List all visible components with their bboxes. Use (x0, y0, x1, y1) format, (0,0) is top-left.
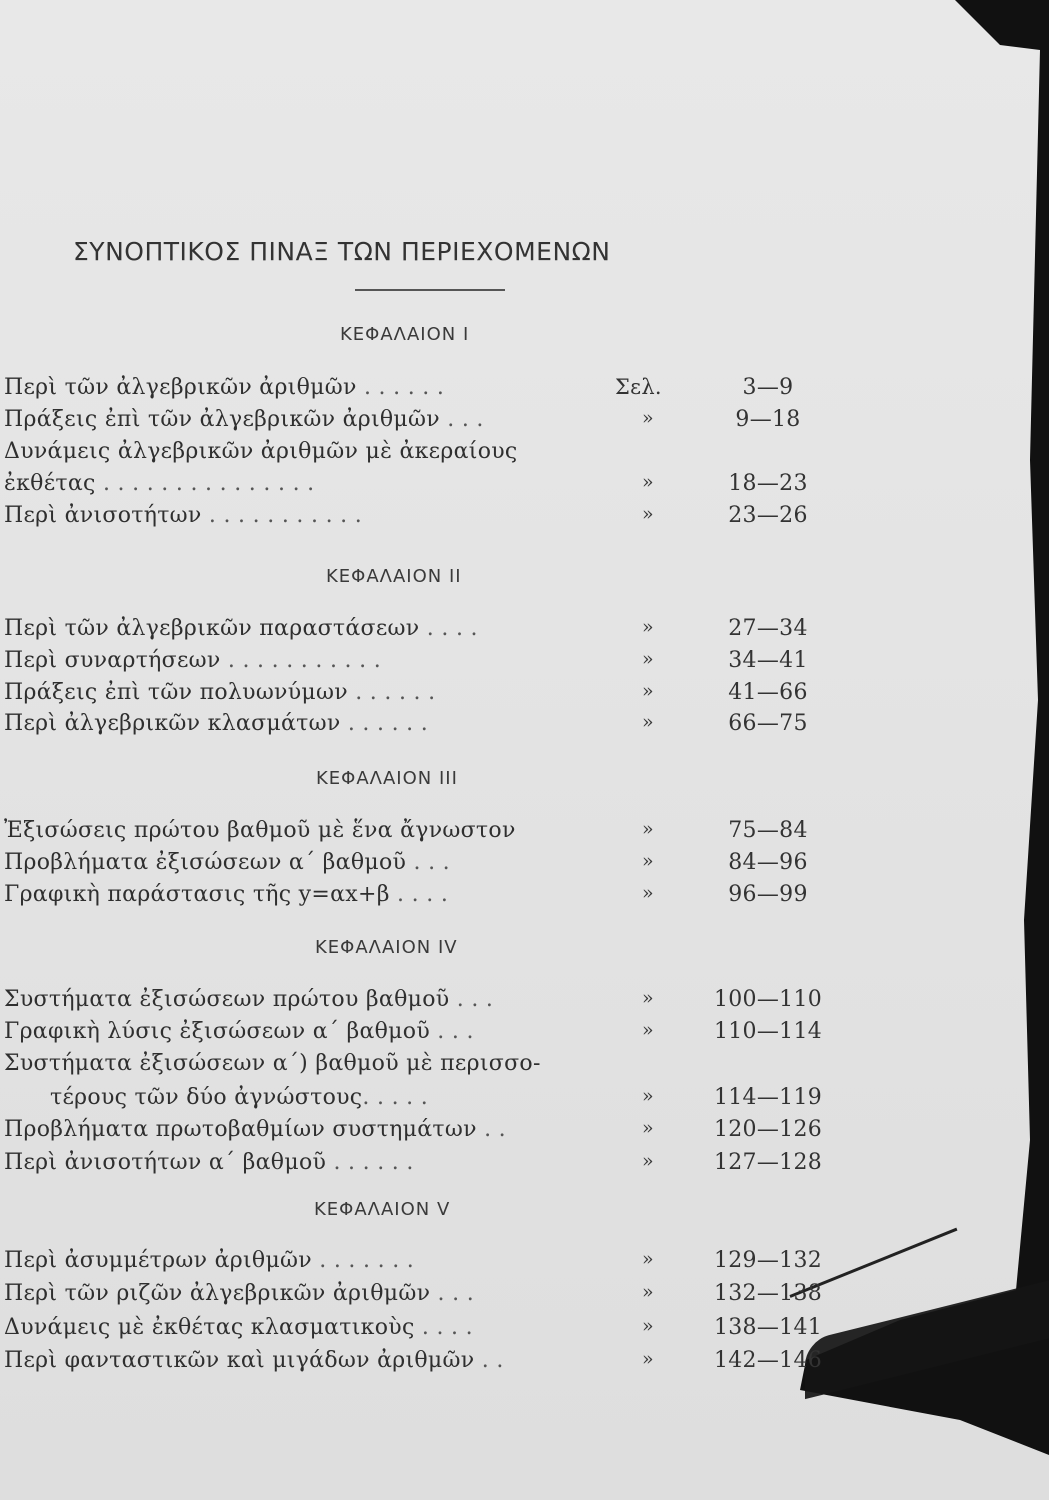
toc-entry-5-1 (0, 1248, 1000, 1282)
entry-text: Περὶ ἀνισοτήτων α΄ βαθμοῦ . . . . . . (4, 1150, 414, 1175)
ditto-mark: » (642, 503, 654, 525)
toc-entry-4-1 (0, 987, 1000, 1021)
page-range: 129—132 (713, 1248, 823, 1273)
entry-text: Περὶ τῶν ἀλγεβρικῶν ἀριθμῶν . . . . . . (4, 375, 445, 400)
toc-entry-2-3 (0, 680, 1000, 714)
entry-text: Προβλήματα ἐξισώσεων α΄ βαθμοῦ . . . (4, 850, 450, 875)
toc-entry-3-1 (0, 818, 1000, 852)
page-range: 100—110 (713, 987, 823, 1012)
toc-entry-3-2 (0, 850, 1000, 884)
toc-entry-4-4 (0, 1085, 1000, 1119)
page-range: 75—84 (728, 818, 808, 843)
chapter-heading-3: ΚΕΦΑΛΑΙΟΝ III (316, 768, 458, 789)
toc-entry-3-3 (0, 882, 1000, 916)
page-range: 27—34 (728, 616, 808, 641)
entry-text: Περὶ συναρτήσεων . . . . . . . . . . . (4, 648, 382, 673)
entry-text: Περὶ ἀλγεβρικῶν κλασμάτων . . . . . . (4, 711, 429, 736)
entry-text: Περὶ ἀσυμμέτρων ἀριθμῶν . . . . . . . (4, 1248, 415, 1273)
entry-text: Γραφικὴ παράστασις τῆς y=αx+β . . . . (4, 882, 449, 907)
chapter-heading-2: ΚΕΦΑΛΑΙΟΝ II (326, 566, 462, 587)
page-range: 23—26 (728, 503, 808, 528)
entry-text: Προβλήματα πρωτοβαθμίων συστημάτων . . (4, 1117, 506, 1142)
entry-text: Πράξεις ἐπὶ τῶν πολυωνύμων . . . . . . (4, 680, 436, 705)
toc-entry-2-2 (0, 648, 1000, 682)
page-range: 142—146 (713, 1348, 823, 1373)
toc-entry-4-3 (0, 1051, 1000, 1085)
toc-entry-1-3 (0, 439, 1000, 473)
ditto-mark: » (642, 1315, 654, 1337)
ditto-mark: » (642, 616, 654, 638)
ditto-mark: » (642, 471, 654, 493)
toc-entry-4-5 (0, 1117, 1000, 1151)
page-range: 34—41 (728, 648, 808, 673)
ditto-mark: » (642, 987, 654, 1009)
toc-entry-2-1 (0, 616, 1000, 650)
toc-entry-2-4 (0, 711, 1000, 745)
ditto-mark: » (642, 1150, 654, 1172)
toc-entry-5-3 (0, 1315, 1000, 1349)
ditto-mark: » (642, 850, 654, 872)
page-range: 66—75 (728, 711, 808, 736)
entry-text: Δυνάμεις μὲ ἐκθέτας κλασματικοὺς . . . . (4, 1315, 473, 1340)
title-underline (355, 289, 505, 291)
chapter-heading-4: ΚΕΦΑΛΑΙΟΝ IV (315, 937, 458, 958)
page-marker: Σελ. (615, 375, 662, 399)
ditto-mark: » (642, 1117, 654, 1139)
ditto-mark: » (642, 1248, 654, 1270)
page-range: 127—128 (713, 1150, 823, 1175)
page-range: 138—141 (713, 1315, 823, 1340)
page-title: ΣΥΝΟΠΤΙΚΟΣ ΠΙΝΑΞ ΤΩΝ ΠΕΡΙΕΧΟΜΕΝΩΝ (73, 237, 611, 266)
ditto-mark: » (642, 1085, 654, 1107)
entry-text: Περὶ ἀνισοτήτων . . . . . . . . . . . (4, 503, 363, 528)
entry-text: Περὶ φανταστικῶν καὶ μιγάδων ἀριθμῶν . . (4, 1348, 504, 1373)
ditto-mark: » (642, 648, 654, 670)
page-range: 3—9 (742, 375, 794, 400)
entry-text: Γραφικὴ λύσις ἐξισώσεων α΄ βαθμοῦ . . . (4, 1019, 474, 1044)
ditto-mark: » (642, 680, 654, 702)
toc-entry-4-6 (0, 1150, 1000, 1184)
page-range: 96—99 (728, 882, 808, 907)
ditto-mark: » (642, 407, 654, 429)
toc-entry-5-4 (0, 1348, 1000, 1382)
toc-entry-1-5 (0, 503, 1000, 537)
ditto-mark: » (642, 711, 654, 733)
chapter-heading-5: ΚΕΦΑΛΑΙΟΝ V (314, 1199, 451, 1220)
ditto-mark: » (642, 818, 654, 840)
ditto-mark: » (642, 1281, 654, 1303)
entry-text: Περὶ τῶν ριζῶν ἀλγεβρικῶν ἀριθμῶν . . . (4, 1281, 475, 1306)
entry-text: ἐκθέτας . . . . . . . . . . . . . . . (4, 471, 315, 496)
page-range: 9—18 (735, 407, 801, 432)
toc-entry-1-4 (0, 471, 1000, 505)
page-range: 132—138 (713, 1281, 823, 1306)
entry-text: τέρους τῶν δύο ἀγνώστους. . . . . (50, 1085, 429, 1110)
ditto-mark: » (642, 882, 654, 904)
page-range: 41—66 (728, 680, 808, 705)
page-range: 84—96 (728, 850, 808, 875)
entry-text: Δυνάμεις ἀλγεβρικῶν ἀριθμῶν μὲ ἀκεραίους (4, 439, 518, 464)
chapter-heading-1: ΚΕΦΑΛΑΙΟΝ I (340, 324, 470, 345)
ditto-mark: » (642, 1348, 654, 1370)
entry-text: Περὶ τῶν ἀλγεβρικῶν παραστάσεων . . . . (4, 616, 478, 641)
ditto-mark: » (642, 1019, 654, 1041)
entry-text: Συστήματα ἐξισώσεων πρώτου βαθμοῦ . . . (4, 987, 494, 1012)
page-range: 120—126 (713, 1117, 823, 1142)
toc-entry-1-1 (0, 375, 1000, 409)
page-range: 114—119 (713, 1085, 823, 1110)
entry-text: Πράξεις ἐπὶ τῶν ἀλγεβρικῶν ἀριθμῶν . . . (4, 407, 484, 432)
toc-entry-1-2 (0, 407, 1000, 441)
page-range: 110—114 (713, 1019, 823, 1044)
toc-entry-4-2 (0, 1019, 1000, 1053)
page-range: 18—23 (728, 471, 808, 496)
entry-text: Ἐξισώσεις πρώτου βαθμοῦ μὲ ἕνα ἄγνωστον (4, 818, 516, 843)
entry-text: Συστήματα ἐξισώσεων α΄) βαθμοῦ μὲ περισσο- (4, 1051, 541, 1076)
toc-entry-5-2 (0, 1281, 1000, 1315)
